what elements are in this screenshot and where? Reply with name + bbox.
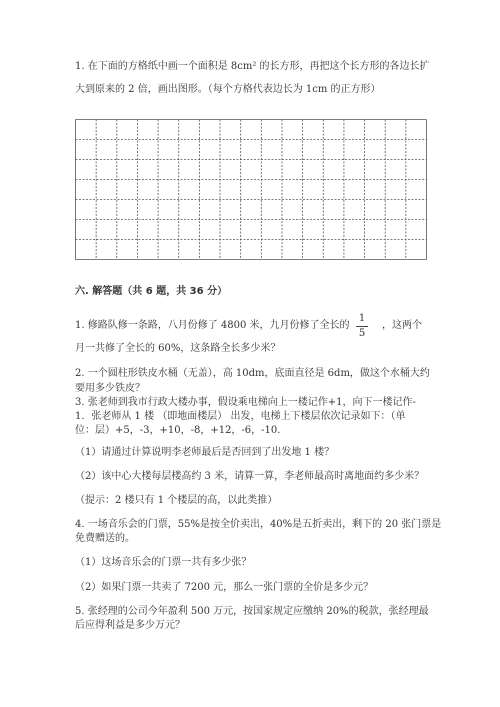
fraction-denominator: 5 bbox=[358, 328, 366, 339]
problem-3-hint: （提示：2 楼只有 1 个楼层的高，以此类推） bbox=[75, 495, 278, 506]
problem-4-line-2: 免费赠送的。 bbox=[75, 533, 135, 544]
fraction-numerator: 1 bbox=[358, 313, 366, 324]
q1-text-line-1: 1. 在下面的方格纸中画一个面积是 8cm² 的长方形，再把这个长方形的各边长扩 bbox=[75, 61, 430, 72]
problem-3-sub-2: （2）该中心大楼每层楼高约 3 米，请算一算，李老师最高时离地面约多少米？ bbox=[75, 471, 425, 482]
problem-2-line-2: 要用多少铁皮？ bbox=[75, 383, 145, 394]
problem-4-line-1: 4. 一场音乐会的门票，55%是按全价卖出，40%是五折卖出，剩下的 20 张门票是 bbox=[75, 519, 442, 530]
problem-1-line-1-end: ，这两个 bbox=[382, 320, 422, 331]
problem-4-sub-2: （2）如果门票一共卖了 7200 元，那么一张门票的全价是多少元？ bbox=[75, 582, 374, 593]
problem-4-sub-1: （1）这场音乐会的门票一共有多少张？ bbox=[75, 557, 252, 568]
problem-1-line-1: 1. 修路队修一条路，八月份修了 4800 米，九月份修了全长的 bbox=[75, 320, 350, 331]
square-grid bbox=[75, 119, 427, 260]
problem-3-line-3: 位：层）+5，-3，+10，-8，+12，-6，-10. bbox=[75, 425, 281, 436]
problem-3-sub-1: （1）请通过计算说明李老师最后是否回到了出发地 1 楼？ bbox=[75, 447, 335, 458]
problem-3-line-2: 1．张老师从 1 楼 （即地面楼层） 出发，电梯上下楼层依次记录如下：（单 bbox=[75, 411, 406, 422]
q1-text-line-2: 大到原来的 2 倍，画出图形。（每个方格代表边长为 1cm 的正方形） bbox=[75, 84, 381, 95]
problem-5-line-2: 后应得利益是多少万元？ bbox=[75, 620, 185, 631]
problem-5-line-1: 5. 张经理的公司今年盈利 500 万元，按国家规定应缴纳 20%的税款，张经理最 bbox=[75, 606, 429, 617]
problem-1-line-2: 月一共修了全长的 60%，这条路全长多少米？ bbox=[75, 343, 281, 354]
section-title: 六. 解答题（共 6 题，共 36 分） bbox=[75, 286, 228, 297]
problem-2-line-1: 2. 一个圆柱形铁皮水桶（无盖），高 10dm，底面直径是 6dm，做这个水桶大约 bbox=[75, 368, 430, 379]
problem-3-line-1: 3. 张老师到我市行政大楼办事，假设乘电梯向上一楼记作+1，向下一楼记作- bbox=[75, 397, 416, 408]
fraction-bar bbox=[356, 326, 368, 327]
